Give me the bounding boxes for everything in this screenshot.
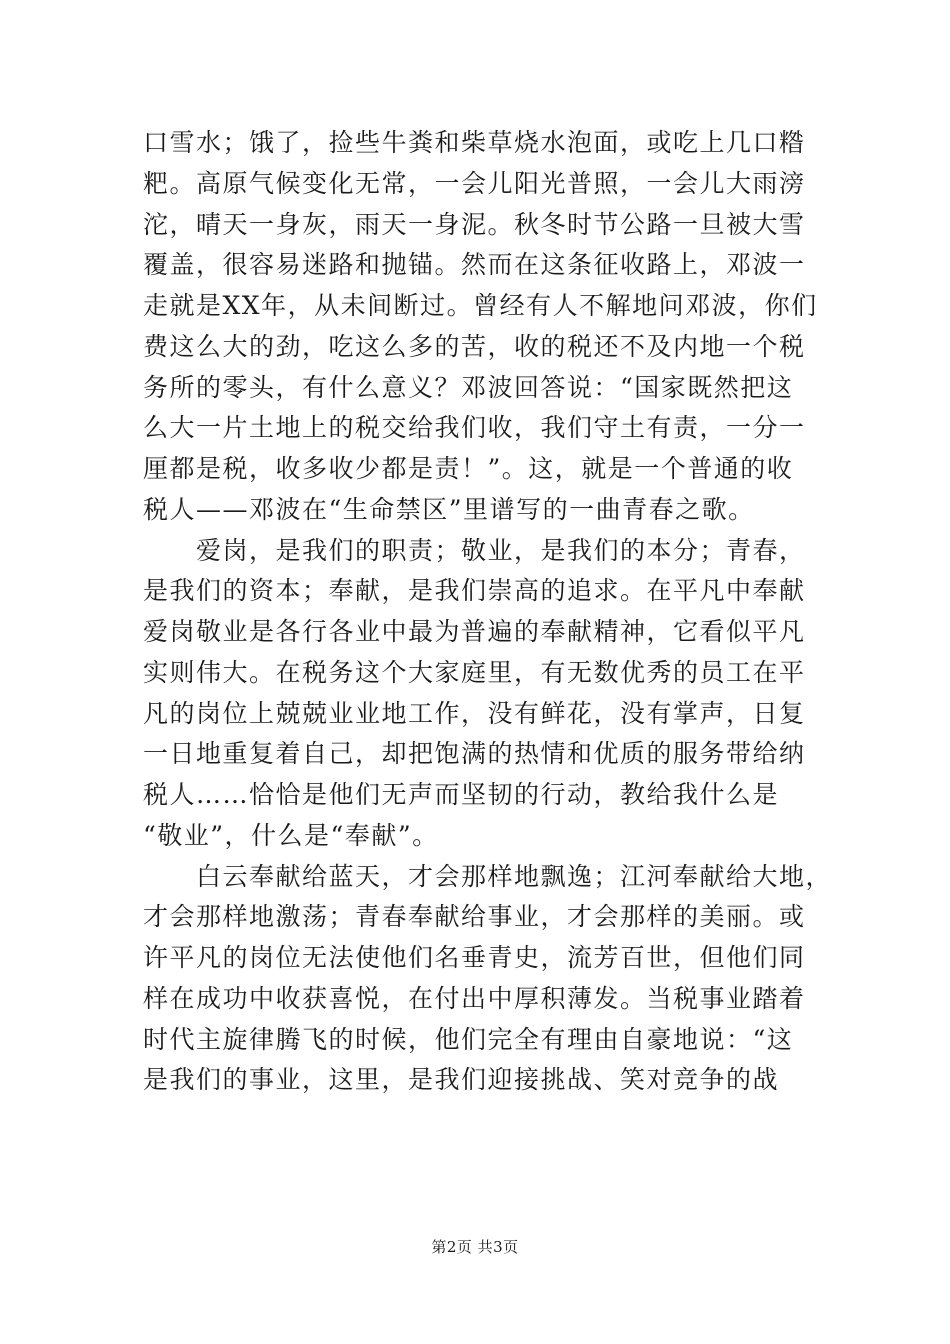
- text-line: 么大一片土地上的税交给我们收，我们守土有责，一分一: [143, 413, 806, 443]
- text-line: 覆盖，很容易迷路和抛锚。然而在这条征收路上，邓波一: [143, 250, 806, 280]
- text-line: 沱，晴天一身灰，雨天一身泥。秋冬时节公路一旦被大雪: [143, 209, 806, 239]
- text-line: 爱岗敬业是各行各业中最为普遍的奉献精神，它看似平凡: [143, 617, 806, 646]
- text-line: 实则伟大。在税务这个大家庭里，有无数优秀的员工在平: [143, 657, 806, 687]
- text-line: 费这么大的劲，吃这么多的苦，收的税还不及内地一个税: [143, 331, 806, 361]
- text-line: 税人……恰恰是他们无声而坚韧的行动，教给我什么是: [143, 780, 780, 809]
- text-line: 一日地重复着自己，却把饱满的热情和优质的服务带给纳: [143, 739, 806, 769]
- text-line: 走就是XX年，从未间断过。曾经有人不解地问邓波，你们: [143, 291, 818, 320]
- text-line: 厘都是税，收多收少都是责！”。这，就是一个普通的收: [143, 454, 794, 483]
- text-line: 样在成功中收获喜悦，在付出中厚积薄发。当税事业踏着: [143, 983, 806, 1013]
- text-line: 许平凡的岗位无法使他们名垂青史，流芳百世，但他们同: [143, 943, 806, 972]
- text-line: 粑。高原气候变化无常，一会儿阳光普照，一会儿大雨滂: [143, 168, 806, 198]
- text-line: 白云奉献给蓝天，才会那样地飘逸；江河奉献给大地，: [143, 861, 833, 891]
- text-line: 税人——邓波在“生命禁区”里谱写的一曲青春之歌。: [143, 494, 755, 524]
- text-line: 口雪水；饿了，捡些牛粪和柴草烧水泡面，或吃上几口糌: [143, 128, 806, 157]
- text-line: 是我们的资本；奉献，是我们崇高的追求。在平凡中奉献: [143, 576, 806, 606]
- text-line: 是我们的事业，这里，是我们迎接挑战、笑对竞争的战: [143, 1065, 780, 1095]
- page-number-footer: 第2页 共3页: [431, 1238, 519, 1256]
- text-line: 爱岗，是我们的职责；敬业，是我们的本分；青春，: [143, 535, 806, 565]
- text-line: 凡的岗位上兢兢业业地工作，没有鲜花，没有掌声，日复: [143, 698, 806, 728]
- text-line: “敬业”，什么是“奉献”。: [143, 820, 439, 850]
- text-line: 务所的零头，有什么意义？邓波回答说：“国家既然把这: [143, 372, 794, 402]
- text-line: 时代主旋律腾飞的时候，他们完全有理由自豪地说：“这: [143, 1024, 794, 1054]
- document-body: [143, 123, 833, 1101]
- text-line: 才会那样地激荡；青春奉献给事业，才会那样的美丽。或: [143, 902, 806, 932]
